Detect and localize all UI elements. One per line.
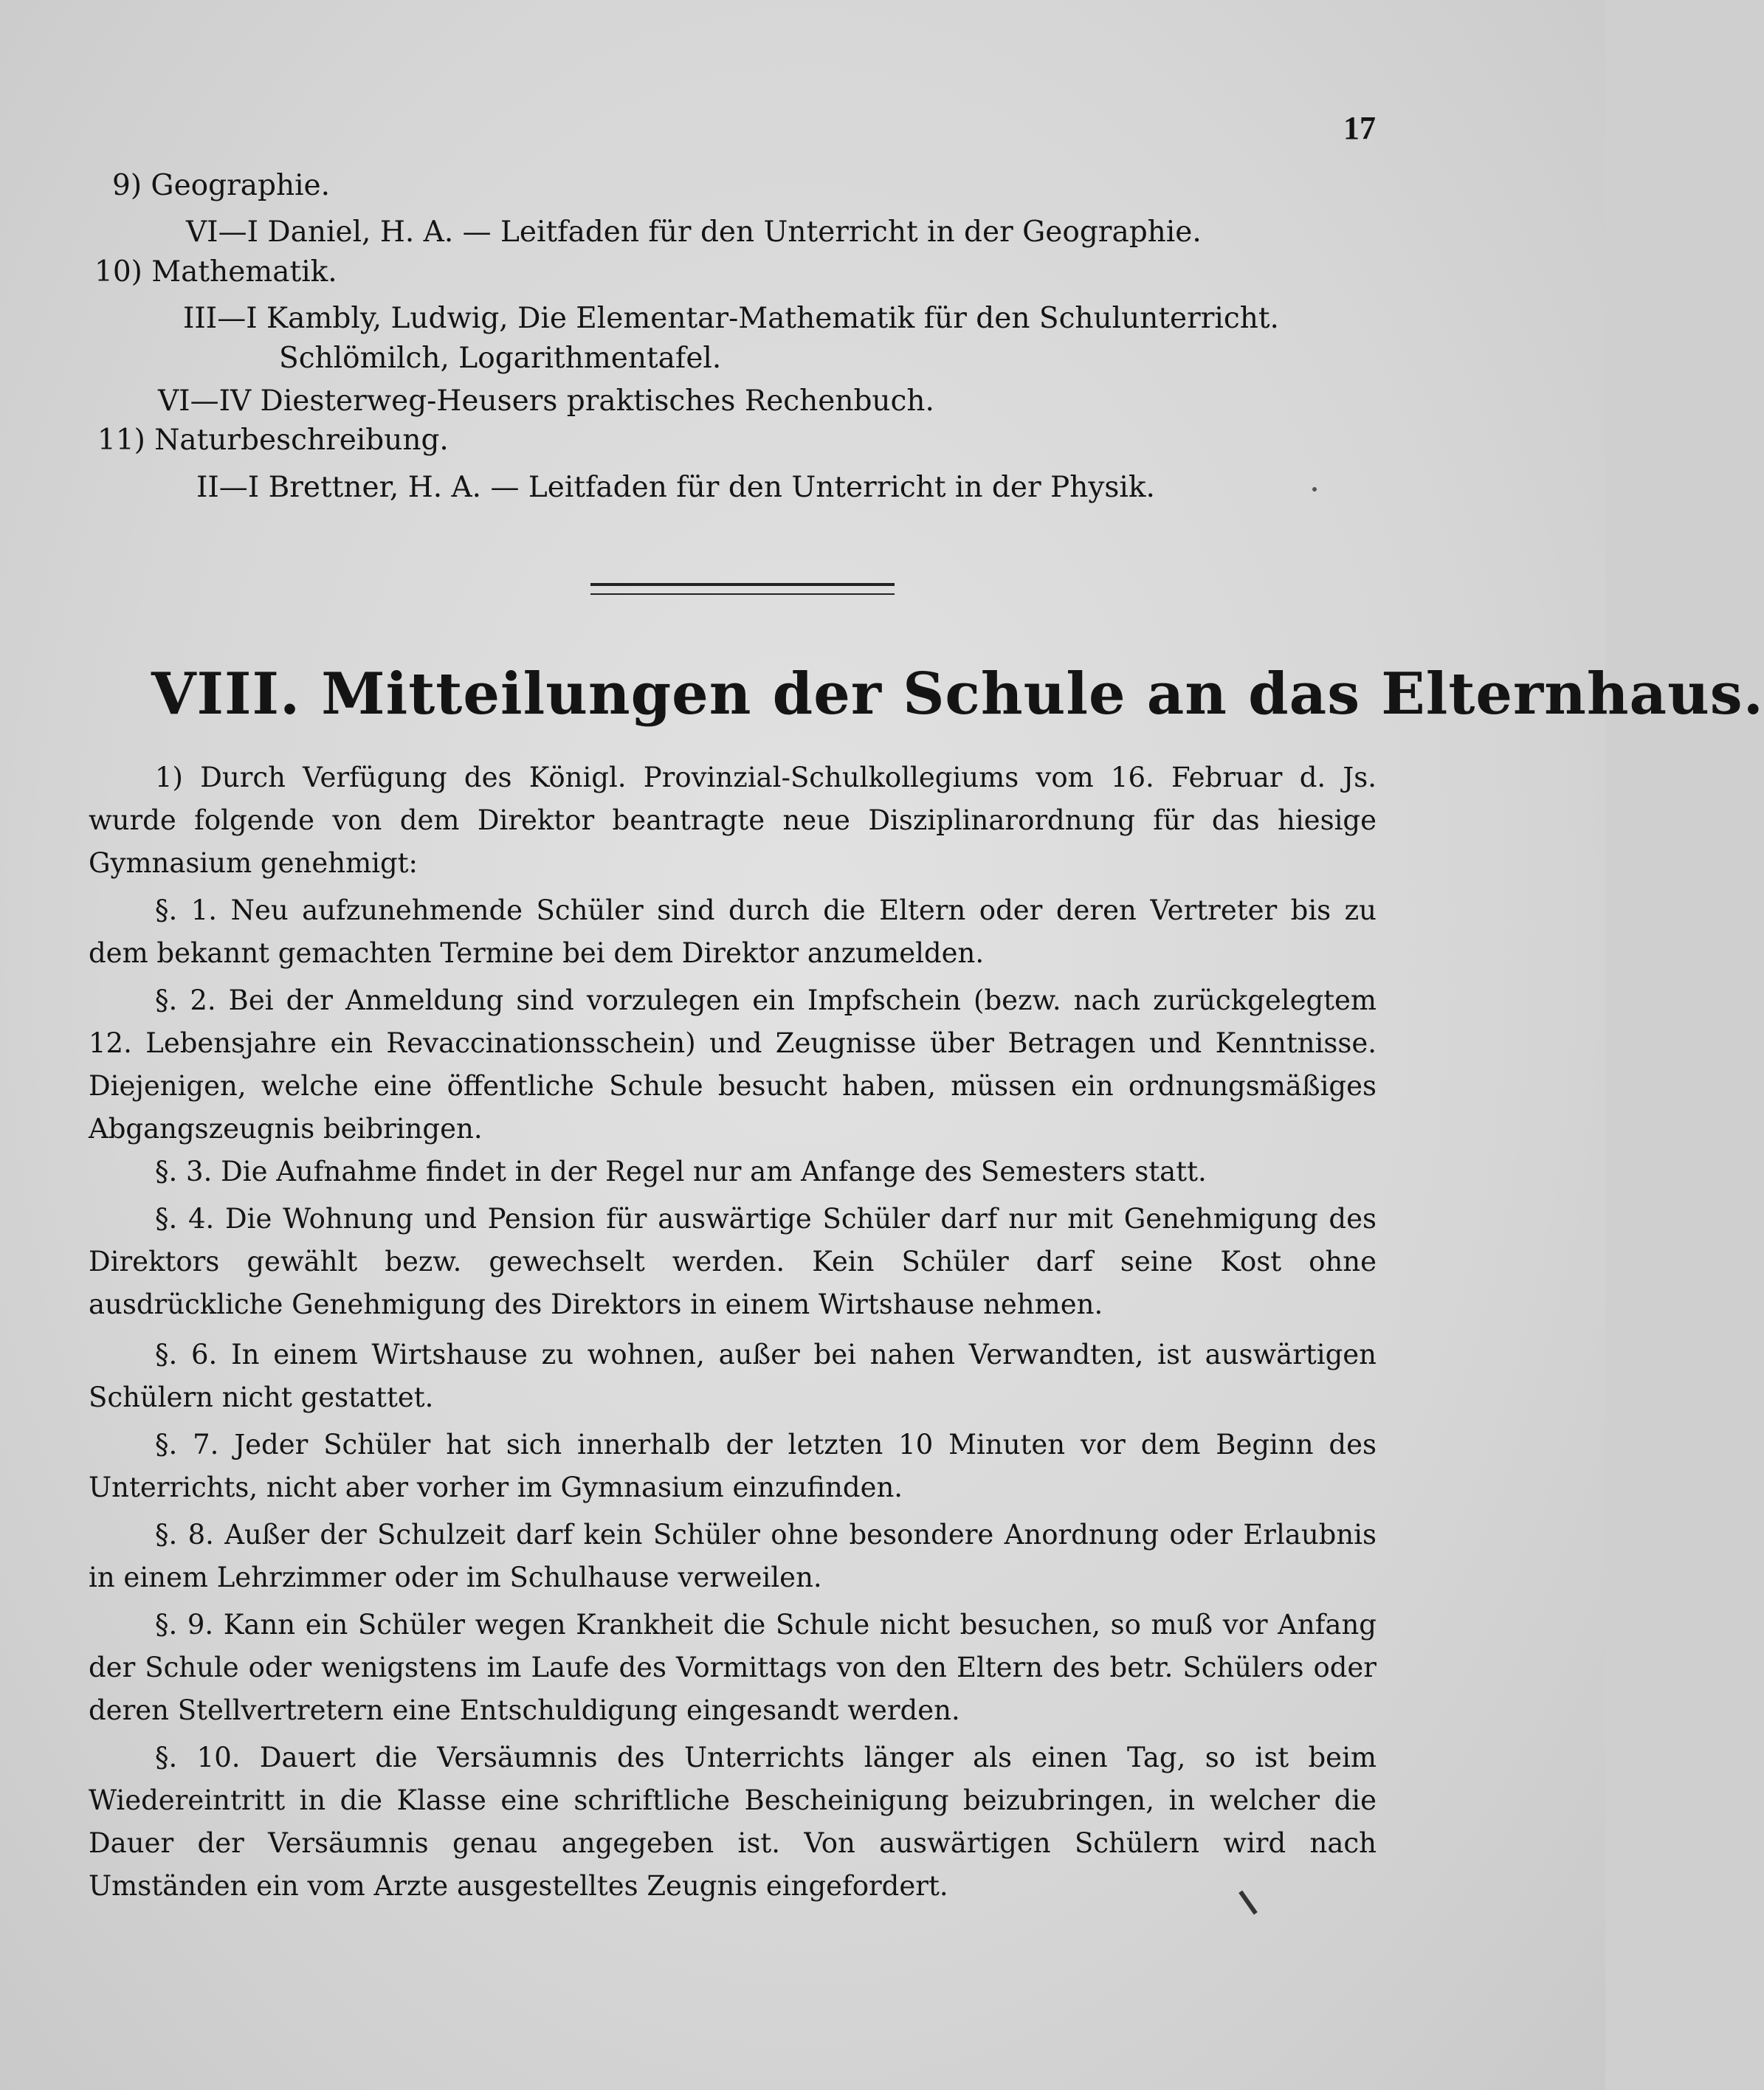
paragraph-4: §. 4. Die Wohnung und Pension für auswärtige Schüler darf nur mit Genehmigung des Direktors gewählt bezw. gewechselt werden. Kein Schüler darf seine Kost ohne ausdrückliche Genehmigung des Direktors in einem Wirtshause nehmen. [89,1203,1377,1320]
paragraph-9: §. 9. Kann ein Schüler wegen Krankheit die Schule nicht besuchen, so muß vor Anfang der Schule oder wenigstens im Laufe des Vormittags von den Eltern des betr. Schülers oder deren Stellvertretern eine Entschuldigung eingesandt werden. [89,1609,1377,1726]
booklist-heading-mathematik: 10) Mathematik. [94,255,337,289]
intro-paragraph: 1) Durch Verfügung des Königl. Provinzial-Schulkollegiums vom 16. Februar d. Js. wurde folgende von dem Direktor beantragte neue Disziplinarordnung für das hiesige Gymnasium genehmigt: [89,762,1377,879]
booklist-entry [186,215,1202,249]
section-numeral: VIII. [151,661,301,728]
paragraph-2: §. 2. Bei der Anmeldung sind vorzulegen ein Impfschein (bezw. nach zurückgelegtem 12. Lebensjahre ein Revaccinationsschein) und Zeugnisse über Betragen und Kenntnisse. Diejenigen, welche eine öffentliche Schule besucht haben, müssen ein ordnungsmäßiges Abgangszeugnis beibringen. [89,984,1377,1145]
booklist-entry [196,473,1155,502]
grade-range: VI—I [186,215,258,249]
paragraph-10: §. 10. Dauert die Versäumnis des Unterrichts länger als einen Tag, so ist beim Wiedereintritt in die Klasse eine schriftliche Bescheinigung beizubringen, in welcher die Dauer der Versäumnis genau angegeben ist. Von auswärtigen Schülern wird nach Umständen ein vom Arzte ausgestelltes Zeugnis eingefordert. [89,1742,1377,1902]
paragraph-1: §. 1. Neu aufzunehmende Schüler sind durch die Eltern oder deren Vertreter bis zu dem bekannt gemachten Termine bei dem Direktor anzumelden. [89,894,1377,969]
book-title: Brettner, H. A. — Leitfaden für den Unterricht in der Physik. [268,471,1155,504]
booklist-heading-naturbeschreibung: 11) Naturbeschreibung. [97,424,449,457]
book-title: Kambly, Ludwig, Die Elementar-Mathematik für den Schulunterricht. [266,302,1279,335]
paragraph-3: §. 3. Die Aufnahme findet in der Regel nur am Anfange des Semesters statt. [155,1156,1207,1187]
grade-range: III—I [183,302,258,335]
paragraph-6: §. 6. In einem Wirtshause zu wohnen, außer bei nahen Verwandten, ist auswärtigen Schülern nicht gestattet. [89,1339,1377,1413]
booklist-entry-continued: Schlömilch, Logarithmentafel. [279,342,722,375]
book-title: Diesterweg-Heusers praktisches Rechenbuch. [260,384,934,418]
book-title: Daniel, H. A. — Leitfaden für den Unterricht in der Geographie. [267,215,1202,249]
ink-speck [1312,487,1317,492]
booklist-entry [158,384,934,418]
grade-range: VI—IV [158,384,252,418]
grade-range: II—I [196,471,260,504]
page-number: 17 [1343,110,1376,146]
section-divider [590,583,895,595]
booklist-entry [183,304,1279,333]
paragraph-7: §. 7. Jeder Schüler hat sich innerhalb der letzten 10 Minuten vor dem Beginn des Unterrichts, nicht aber vorher im Gymnasium einzufinden. [89,1429,1377,1503]
section-title: Mitteilungen der Schule an das Elternhaus. [321,661,1764,728]
paragraph-8: §. 8. Außer der Schulzeit darf kein Schüler ohne besondere Anordnung oder Erlaubnis in einem Lehrzimmer oder im Schulhause verweilen. [89,1519,1377,1593]
section-heading [151,661,1764,728]
booklist-heading-geographie: 9) Geographie. [112,169,331,202]
